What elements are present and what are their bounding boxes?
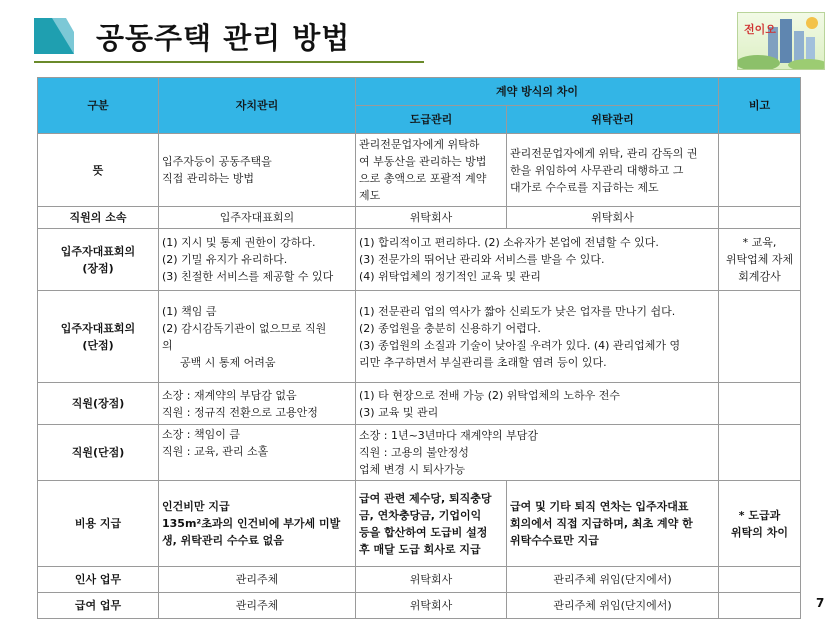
- cell-note-meaning: [719, 134, 801, 207]
- row-head-meaning: 뜻: [38, 134, 159, 207]
- row-head-cost: 비용 지급: [38, 481, 159, 567]
- cell-note-hr: [719, 567, 801, 593]
- row-head-pay: 급여 업무: [38, 593, 159, 619]
- cell-note-rep-cons: [719, 291, 801, 383]
- table-row: [38, 593, 801, 619]
- cell-note-staff-cons: [719, 425, 801, 481]
- table-row: [38, 383, 801, 425]
- management-comparison-table: [37, 77, 801, 619]
- cell-self-rep-pros: (1) 지시 및 통제 권한이 강하다. (2) 기밀 유지가 유리하다. (3) 친절한 서비스를 제공할 수 있다: [159, 229, 356, 291]
- row-head-staff-cons: 직원(단점): [38, 425, 159, 481]
- cell-self-affiliation: 입주자대표회의: [159, 207, 356, 229]
- cell-contract-affiliation: 위탁회사: [356, 207, 507, 229]
- cell-self-staff-pros: 소장 : 재계약의 부담감 없음 직원 : 정규직 전환으로 고용안정: [159, 383, 356, 425]
- cell-note-pay: [719, 593, 801, 619]
- table-row: [38, 229, 801, 291]
- company-logo: [737, 12, 825, 70]
- header-trust-management: 위탁관리: [507, 106, 719, 134]
- cell-note-staff-pros: [719, 383, 801, 425]
- page-number: 7: [816, 596, 825, 610]
- table-row: [38, 425, 801, 481]
- title-decoration-icon: [34, 18, 74, 54]
- cell-contract-staff-pros: (1) 타 현장으로 전배 가능 (2) 위탁업체의 노하우 전수 (3) 교육 및 관리: [356, 383, 719, 425]
- header-contract-management: 도급관리: [356, 106, 507, 134]
- title-underline: [34, 61, 424, 63]
- cell-trust-pay: 관리주체 위임(단지에서): [507, 593, 719, 619]
- logo-text: 전이오: [744, 23, 776, 36]
- cell-contract-rep-pros: (1) 합리적이고 편리하다. (2) 소유자가 본업에 전념할 수 있다. (3) 전문가의 뛰어난 관리와 서비스를 받을 수 있다. (4) 위탁업체의 정기적인 교육 및 관리: [356, 229, 719, 291]
- cell-note-affiliation: [719, 207, 801, 229]
- row-head-rep-pros: 입주자대표회의 (장점): [38, 229, 159, 291]
- slide-header: [0, 0, 835, 66]
- row-head-rep-cons: 입주자대표회의 (단점): [38, 291, 159, 383]
- cell-trust-affiliation: 위탁회사: [507, 207, 719, 229]
- header-contract-difference: 계약 방식의 차이: [356, 78, 719, 106]
- cell-self-staff-cons: 소장 : 책임이 큼 직원 : 교육, 관리 소홀: [159, 425, 356, 481]
- cell-self-pay: 관리주체: [159, 593, 356, 619]
- cell-trust-meaning: 관리전문업자에게 위탁, 관리 감독의 권 한을 위임하여 사무관리 대행하고 그 대가로 수수료를 지급하는 제도: [507, 134, 719, 207]
- cell-contract-pay: 위탁회사: [356, 593, 507, 619]
- cell-contract-cost: 급여 관련 제수당, 퇴직충당 금, 연차충당금, 기업이익 등을 합산하여 도급비 설정 후 매달 도급 회사로 지급: [356, 481, 507, 567]
- cell-self-hr: 관리주체: [159, 567, 356, 593]
- table-row: [38, 207, 801, 229]
- row-head-affiliation: 직원의 소속: [38, 207, 159, 229]
- table-row: [38, 567, 801, 593]
- page-title: 공동주택 관리 방법: [96, 21, 351, 55]
- cell-contract-staff-cons: 소장 : 1년~3년마다 재계약의 부담감 직원 : 고용의 불안정성 업체 변경 시 퇴사가능: [356, 425, 719, 481]
- header-self-management: 자치관리: [159, 78, 356, 134]
- header-note: 비고: [719, 78, 801, 134]
- cell-contract-meaning: 관리전문업자에게 위탁하 여 부동산을 관리하는 방법 으로 총액으로 포괄적 계약 제도: [356, 134, 507, 207]
- row-head-staff-pros: 직원(장점): [38, 383, 159, 425]
- row-head-hr: 인사 업무: [38, 567, 159, 593]
- cell-note-cost: * 도급과 위탁의 차이: [719, 481, 801, 567]
- header-category: 구분: [38, 78, 159, 134]
- cell-contract-hr: 위탁회사: [356, 567, 507, 593]
- table-row: [38, 291, 801, 383]
- cell-trust-hr: 관리주체 위임(단지에서): [507, 567, 719, 593]
- cell-self-cost: 인건비만 지급 135m²초과의 인건비에 부가세 미발 생, 위탁관리 수수료 없음: [159, 481, 356, 567]
- cell-self-rep-cons: (1) 책임 큼 (2) 감시감독기관이 없으므로 직원 의 공백 시 통제 어려움: [159, 291, 356, 383]
- table-row: [38, 134, 801, 207]
- table-row: [38, 481, 801, 567]
- cell-self-meaning: 입주자등이 공동주택을 직접 관리하는 방법: [159, 134, 356, 207]
- cell-trust-cost: 급여 및 기타 퇴직 연차는 입주자대표 회의에서 직접 지급하며, 최초 계약 한 위탁수수료만 지급: [507, 481, 719, 567]
- cell-note-rep-pros: * 교육, 위탁업체 자체 회계감사: [719, 229, 801, 291]
- cell-contract-rep-cons: (1) 전문관리 업의 역사가 짧아 신뢰도가 낮은 업자를 만나기 쉽다. (2) 종업원을 충분히 신용하기 어렵다. (3) 종업원의 소질과 기술이 낮아질 우려가 있다. (4) 관리업체가 영 리만 추구하면서 부실관리를 초래할 염려 등이 있다.: [356, 291, 719, 383]
